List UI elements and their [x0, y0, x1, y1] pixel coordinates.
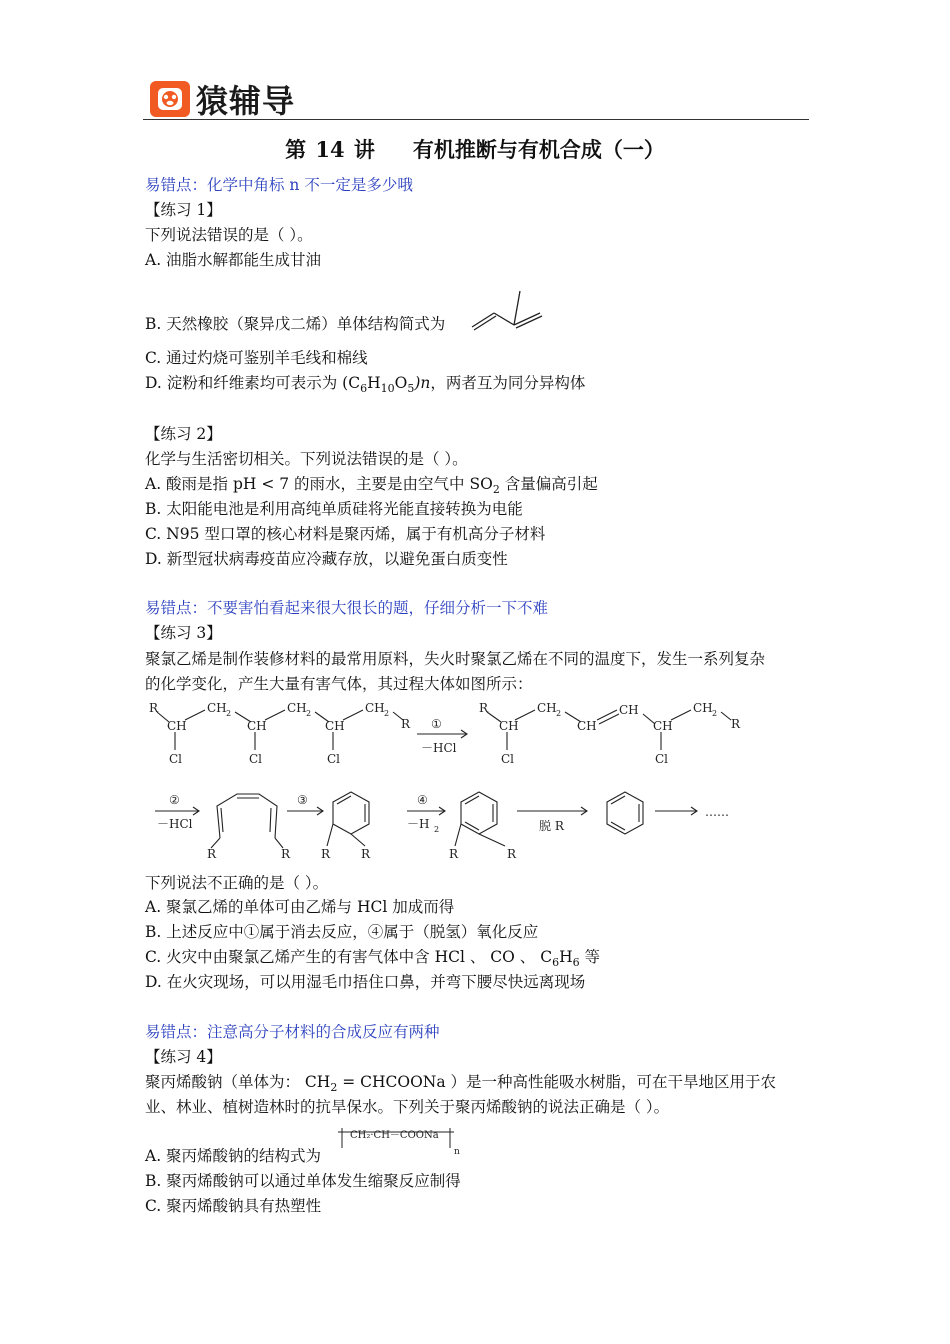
- tip-2: 易错点：不要害怕看起来很大很长的题，仔细分析一下不难: [145, 599, 549, 617]
- exercise-4-option-a: A. 聚丙烯酸钠的结构式为: [145, 1147, 322, 1165]
- scheme-label-r: R: [449, 847, 459, 861]
- exercise-3-option-a: A. 聚氯乙烯的单体可由乙烯与 HCl 加成而得: [145, 898, 455, 916]
- lecture-number: 第 14 讲: [285, 137, 375, 162]
- scheme-label-ch: CH: [619, 703, 639, 717]
- tip-1: 易错点：化学中角标 n 不一定是多少哦: [145, 176, 413, 194]
- sodium-polyacrylate-structure: [336, 1124, 466, 1162]
- scheme-sub-2: 2: [306, 709, 312, 718]
- subscript: 2: [330, 1081, 338, 1094]
- scheme-step-4: ④: [417, 793, 428, 807]
- lecture-topic: 有机推断与有机合成（一）: [412, 137, 665, 162]
- exercise-2-option-a: [145, 474, 598, 500]
- polyacrylate-formula: CH₂·CH－COONa: [350, 1130, 439, 1141]
- exercise-1-option-a: A. 油脂水解都能生成甘油: [145, 251, 322, 269]
- scheme-label-ch2: CH: [537, 701, 557, 715]
- exercise-3-stem-line-1: 聚氯乙烯是制作装修材料的最常用原料，失火时聚氯乙烯在不同的温度下，发生一系列复杂: [145, 650, 766, 668]
- exercise-4-option-b: B. 聚丙烯酸钠可以通过单体发生缩聚反应制得: [145, 1172, 461, 1190]
- exercise-4-stem-line-2: 业、林业、植树造林时的抗旱保水。下列关于聚丙烯酸钠的说法正确是（ ）。: [145, 1098, 670, 1116]
- scheme-label-ch: CH: [247, 719, 267, 733]
- tip-3: 易错点：注意高分子材料的合成反应有两种: [145, 1023, 440, 1041]
- stem-text-1: 聚丙烯酸钠（单体为： CH: [145, 1073, 331, 1091]
- scheme-label-cl: Cl: [249, 752, 263, 766]
- page-title: [0, 134, 950, 164]
- scheme-dots: ……: [705, 805, 729, 819]
- scheme-sub-2: 2: [434, 825, 440, 834]
- scheme-label-ch: CH: [653, 719, 673, 733]
- scheme-step-3: ③: [297, 793, 308, 807]
- exercise-1-stem: 下列说法错误的是（ ）。: [145, 226, 313, 244]
- exercise-4-option-c: C. 聚丙烯酸钠具有热塑性: [145, 1197, 322, 1215]
- scheme-step-1: ①: [431, 717, 442, 731]
- subscript: 2: [492, 483, 500, 496]
- option-d-text-3: O: [394, 374, 408, 392]
- scheme-sub-2: 2: [226, 709, 232, 718]
- exercise-1-label: 【练习 1】: [145, 201, 222, 219]
- scheme-label-ch: CH: [167, 719, 187, 733]
- option-d-text-1: D. 淀粉和纤维素均可表示为 (C: [145, 374, 361, 392]
- option-c-text-2: H: [559, 948, 573, 966]
- exercise-4-stem-line-1: [145, 1072, 776, 1098]
- scheme-label-r: R: [207, 847, 217, 861]
- scheme-label-r: R: [731, 717, 741, 731]
- exercise-2-option-b: B. 太阳能电池是利用高纯单质硅将光能直接转换为电能: [145, 500, 523, 518]
- scheme-label-ch: CH: [499, 719, 519, 733]
- scheme-minus-hcl: －HCl: [421, 741, 457, 755]
- scheme-label-cl: Cl: [169, 752, 183, 766]
- subscript: 6: [360, 382, 368, 395]
- option-d-text-4: )n: [414, 374, 431, 392]
- scheme-step-2: ②: [169, 793, 180, 807]
- scheme-minus-hcl: －HCl: [157, 817, 193, 831]
- scheme-label-ch: CH: [577, 719, 597, 733]
- exercise-2-option-c: C. N95 型口罩的核心材料是聚丙烯，属于有机高分子材料: [145, 525, 546, 543]
- subscript: 6: [572, 956, 580, 969]
- stem-text-2: = CHCOONa ）是一种高性能吸水树脂，可在干旱地区用于农: [337, 1073, 777, 1091]
- option-c-text-3: 等: [579, 948, 601, 966]
- option-c-text-1: C. 火灾中由聚氯乙烯产生的有害气体中含 HCl 、 CO 、 C: [145, 948, 553, 966]
- exercise-1-option-c: C. 通过灼烧可鉴别羊毛线和棉线: [145, 349, 368, 367]
- scheme-sub-2: 2: [384, 709, 390, 718]
- exercise-3-option-c: [145, 947, 600, 973]
- exercise-3-question: 下列说法不正确的是（ ）。: [145, 874, 329, 892]
- option-a-text-1: A. 酸雨是指 pH < 7 的雨水，主要是由空气中 SO: [145, 475, 493, 493]
- exercise-1-option-b: B. 天然橡胶（聚异戊二烯）单体结构简式为: [145, 315, 446, 333]
- polymer-degree-n: n: [454, 1147, 460, 1157]
- exercise-2-label: 【练习 2】: [145, 425, 222, 443]
- scheme-label-cl: Cl: [327, 752, 341, 766]
- exercise-2-option-d: D. 新型冠状病毒疫苗应冷藏存放，以避免蛋白质变性: [145, 550, 508, 568]
- exercise-3-label: 【练习 3】: [145, 624, 222, 642]
- isoprene-structure-figure: [470, 285, 550, 335]
- exercise-2-stem: 化学与生活密切相关。下列说法错误的是（ ）。: [145, 450, 468, 468]
- scheme-label-r: R: [149, 701, 159, 715]
- exercise-3-option-d: D. 在火灾现场，可以用湿毛巾捂住口鼻，并弯下腰尽快远离现场: [145, 973, 586, 991]
- scheme-label-ch2: CH: [207, 701, 227, 715]
- exercise-1-option-d: [145, 373, 585, 399]
- subscript: 6: [552, 956, 560, 969]
- brand-logo-icon: [150, 81, 190, 117]
- scheme-label-r: R: [361, 847, 371, 861]
- subscript: 5: [407, 382, 415, 395]
- header-divider: [143, 119, 809, 120]
- scheme-de-r: 脱 R: [539, 819, 564, 833]
- scheme-label-r: R: [401, 717, 411, 731]
- scheme-minus-h2: －H: [407, 817, 430, 831]
- scheme-label-ch: CH: [325, 719, 345, 733]
- scheme-label-r: R: [281, 847, 291, 861]
- option-d-text-5: ，两者互为同分异构体: [430, 374, 586, 392]
- scheme-label-cl: Cl: [501, 752, 515, 766]
- exercise-3-option-b: B. 上述反应中①属于消去反应，④属于（脱氢）氧化反应: [145, 923, 539, 941]
- option-a-text-2: 含量偏高引起: [499, 475, 598, 493]
- pvc-decomposition-scheme: [145, 698, 755, 872]
- scheme-label-cl: Cl: [655, 752, 669, 766]
- header: [150, 78, 295, 120]
- scheme-label-r: R: [321, 847, 331, 861]
- scheme-label-r: R: [479, 701, 489, 715]
- scheme-sub-2: 2: [712, 709, 718, 718]
- scheme-label-r: R: [507, 847, 517, 861]
- exercise-3-stem-line-2: 的化学变化，产生大量有害气体，其过程大体如图所示：: [145, 675, 533, 693]
- exercise-4-label: 【练习 4】: [145, 1048, 222, 1066]
- scheme-label-ch2: CH: [365, 701, 385, 715]
- scheme-label-ch2: CH: [693, 701, 713, 715]
- subscript: 10: [380, 382, 395, 395]
- scheme-label-ch2: CH: [287, 701, 307, 715]
- scheme-sub-2: 2: [556, 709, 562, 718]
- option-d-text-2: H: [367, 374, 381, 392]
- brand-name: 猿辅导: [196, 82, 296, 120]
